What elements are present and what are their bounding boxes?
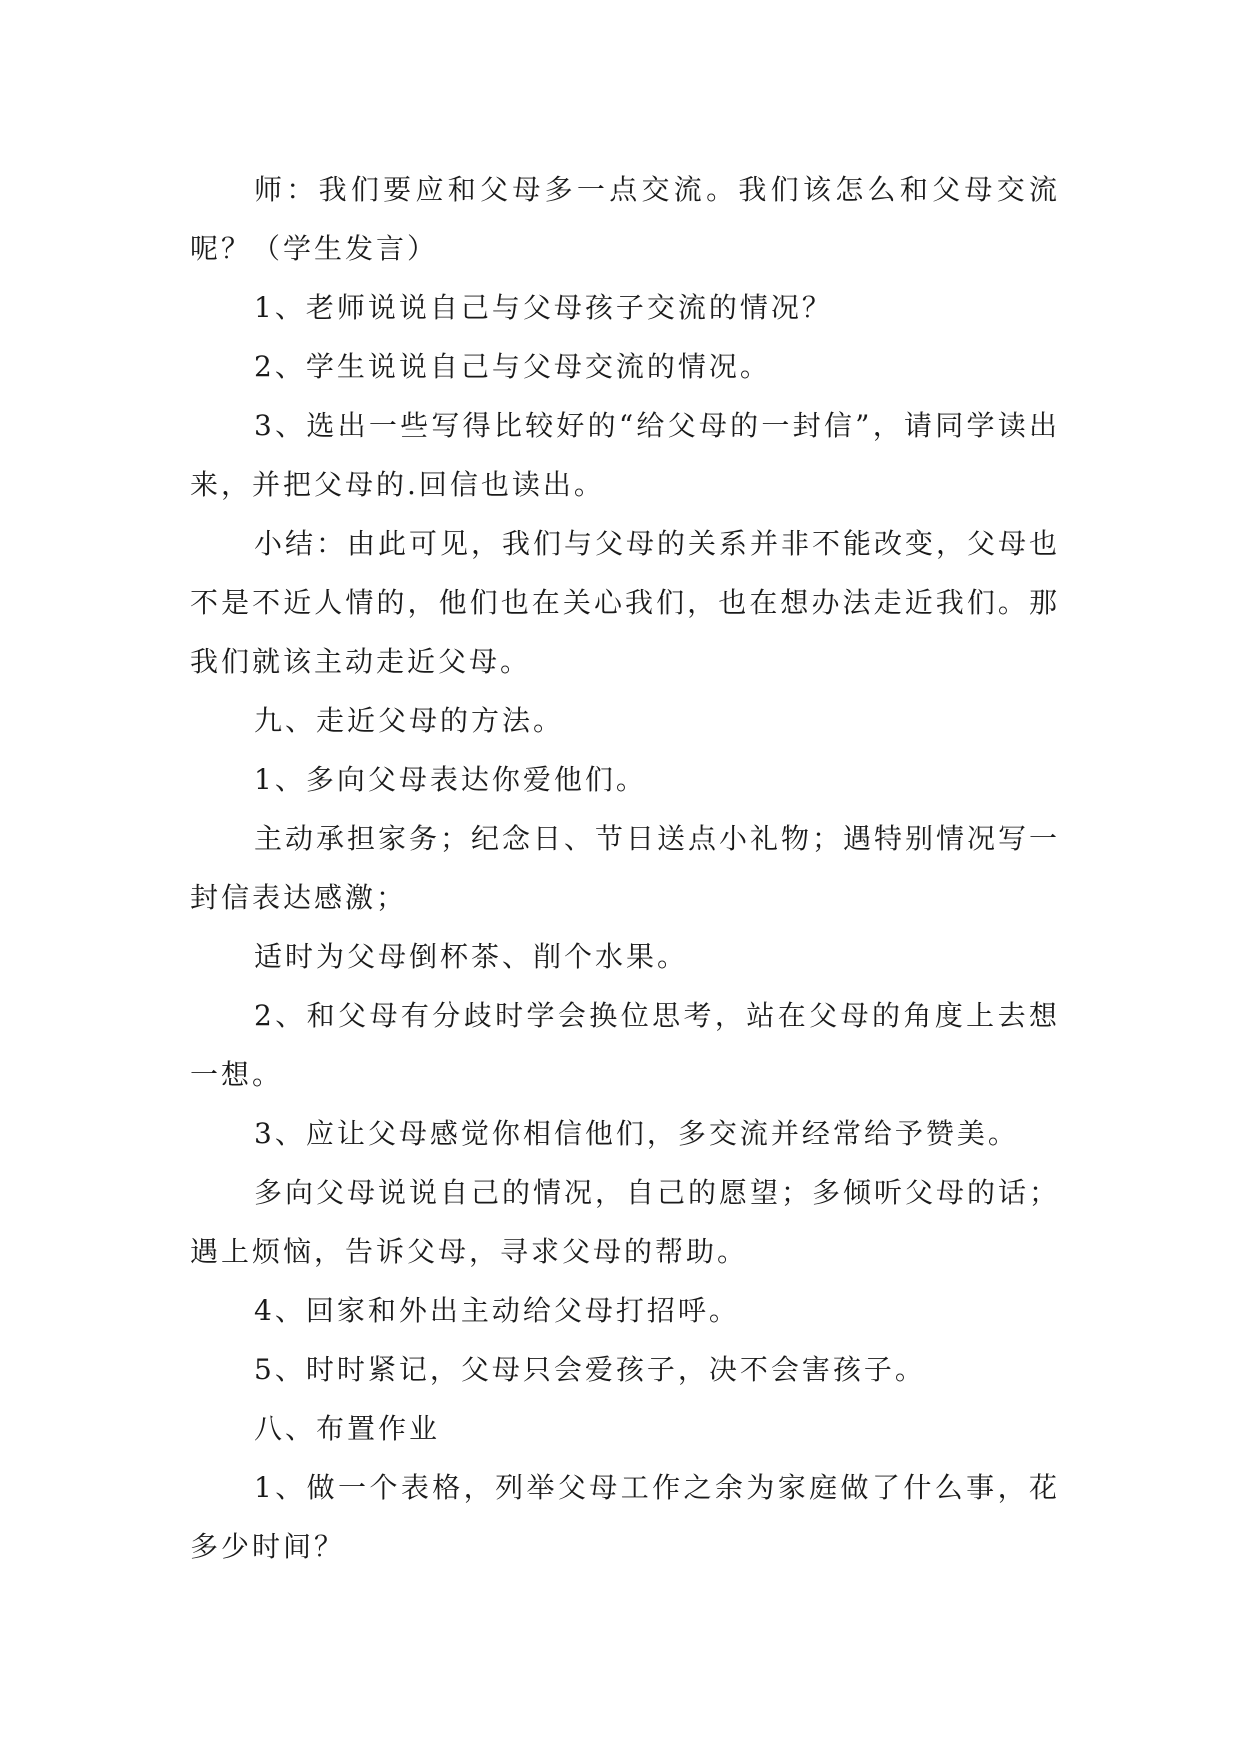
- paragraph-method-1: 1、多向父母表达你爱他们。: [254, 763, 647, 796]
- paragraph-teacher-communication: 师：我们要应和父母多一点交流。我们该怎么和父母交流呢？（学生发言）: [190, 173, 1060, 265]
- paragraph-item-3-letter: 3、选出一些写得比较好的“给父母的一封信”，请同学读出来，并把父母的.回信也读出。: [190, 409, 1060, 501]
- paragraph-method-1-detail-b: 适时为父母倒杯茶、削个水果。: [254, 940, 689, 973]
- paragraph-item-2-student: 2、学生说说自己与父母交流的情况。: [254, 350, 771, 383]
- section-heading-methods: 九、走近父母的方法。: [254, 704, 565, 737]
- paragraph-method-3: 3、应让父母感觉你相信他们，多交流并经常给予赞美。: [254, 1117, 1019, 1150]
- section-heading-homework: 八、布置作业: [254, 1412, 441, 1445]
- paragraph-summary: 小结：由此可见，我们与父母的关系并非不能改变，父母也不是不近人情的，他们也在关心我们，也在想办法走近我们。那我们就该主动走近父母。: [190, 527, 1061, 678]
- document-body: [190, 160, 1060, 1576]
- paragraph-method-3-detail: 多向父母说说自己的情况，自己的愿望；多倾听父母的话；遇上烦恼，告诉父母，寻求父母的帮助。: [190, 1176, 1061, 1268]
- paragraph-method-2: 2、和父母有分歧时学会换位思考，站在父母的角度上去想一想。: [190, 999, 1060, 1091]
- paragraph-homework-1: 1、做一个表格，列举父母工作之余为家庭做了什么事，花多少时间？: [190, 1471, 1060, 1563]
- paragraph-item-1-teacher: 1、老师说说自己与父母孩子交流的情况？: [254, 291, 833, 324]
- paragraph-method-1-detail-a: 主动承担家务；纪念日、节日送点小礼物；遇特别情况写一封信表达感激；: [190, 822, 1061, 914]
- paragraph-method-4: 4、回家和外出主动给父母打招呼。: [254, 1294, 740, 1327]
- paragraph-method-5: 5、时时紧记，父母只会爱孩子，决不会害孩子。: [254, 1353, 926, 1386]
